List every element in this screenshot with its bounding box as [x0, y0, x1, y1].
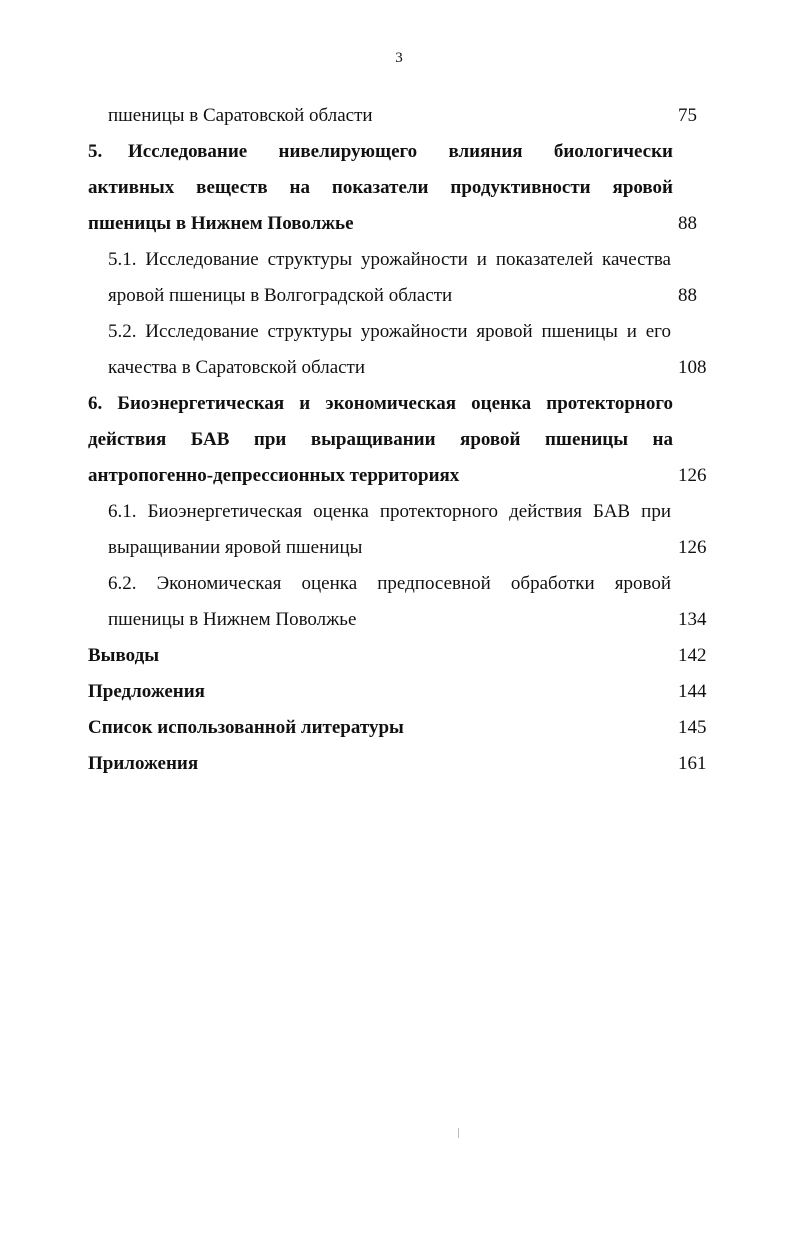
toc-line: Приложения [88, 753, 199, 774]
toc-line: пшеницы в Нижнем Поволжье [88, 213, 354, 234]
toc-entry-6-1 [88, 494, 718, 566]
toc-page-number: 134 [678, 609, 707, 630]
toc-line: качества в Саратовской области [108, 357, 366, 378]
toc-line: пшеницы в Нижнем Поволжье [108, 609, 357, 630]
toc-line: 5.2. Исследование структуры урожайности яровой пшеницы и его [108, 321, 671, 342]
toc-page-number: 88 [678, 213, 697, 234]
toc-line: Исследование нивелирующего влияния биологически [128, 141, 673, 162]
toc-line: 6. Биоэнергетическая и экономическая оценка протекторного [88, 393, 673, 414]
toc-entry-continuation [88, 98, 718, 134]
toc-entry-text [88, 134, 673, 170]
toc-entry-section-5 [88, 134, 718, 242]
toc-page-number: 88 [678, 285, 697, 306]
toc-page-number: 126 [678, 537, 707, 558]
toc-entry-references [88, 710, 718, 746]
scan-artifact [458, 1128, 459, 1138]
toc-entry-text: пшеницы в Саратовской области [108, 105, 373, 126]
toc-line: 5.1. Исследование структуры урожайности и показателей качества [108, 249, 671, 270]
toc-line: активных веществ на показатели продуктивности яровой [88, 177, 673, 198]
toc-line: Список использованной литературы [88, 717, 404, 738]
toc-entry-proposals [88, 674, 718, 710]
toc-line: действия БАВ при выращивании яровой пшеницы на [88, 429, 673, 450]
toc-line: яровой пшеницы в Волгоградской области [108, 285, 453, 306]
toc-page-number: 108 [678, 357, 707, 378]
toc-page-number: 145 [678, 717, 707, 738]
toc-page-number: 161 [678, 753, 707, 774]
toc-entry-6-2 [88, 566, 718, 638]
toc-line: Предложения [88, 681, 205, 702]
toc-page-number: 142 [678, 645, 707, 666]
toc-line: антропогенно-депрессионных территориях [88, 465, 460, 486]
toc-page-number: 126 [678, 465, 707, 486]
toc-entry-section-6 [88, 386, 718, 494]
section-number: 5. [88, 141, 103, 162]
toc-entry-appendices [88, 746, 718, 782]
toc-page-number: 75 [678, 105, 697, 126]
toc-line: выращивании яровой пшеницы [108, 537, 363, 558]
table-of-contents [88, 98, 718, 782]
toc-line: 6.1. Биоэнергетическая оценка протекторного действия БАВ при [108, 501, 671, 522]
toc-line: Выводы [88, 645, 160, 666]
toc-page-number: 144 [678, 681, 707, 702]
toc-entry-5-1 [88, 242, 718, 314]
toc-entry-5-2 [88, 314, 718, 386]
toc-entry-conclusions [88, 638, 718, 674]
toc-line: 6.2. Экономическая оценка предпосевной обработки яровой [108, 573, 671, 594]
page-number: 3 [395, 50, 403, 66]
